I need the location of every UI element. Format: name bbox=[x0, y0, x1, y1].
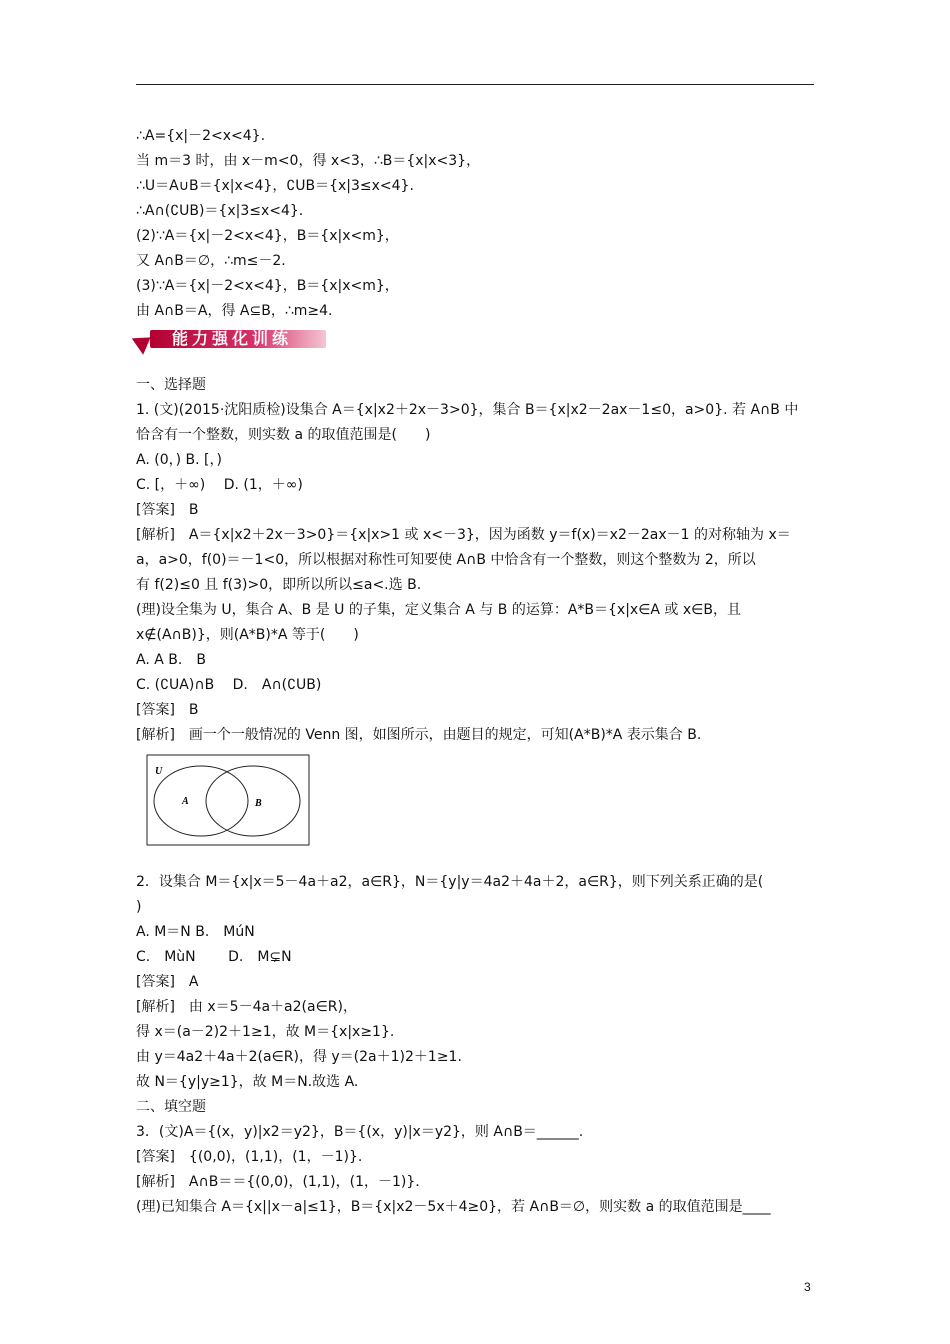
text-line: [解析] A∩B＝＝{(0,0)，(1,1)，(1，－1)}. bbox=[136, 1174, 420, 1190]
text-line: A. A B. B bbox=[136, 652, 206, 668]
text-line: 3．(文)A＝{(x，y)|x2＝y2}，B＝{(x，y)|x＝y2}，则 A∩B＝______. bbox=[136, 1124, 584, 1140]
text-line: 由 A∩B＝A，得 A⊆B，∴m≥4. bbox=[136, 303, 333, 319]
text-line: (理)已知集合 A＝{x||x－a|≤1}，B＝{x|x2－5x＋4≥0}，若 A∩B＝∅，则实数 a 的取值范围是____ bbox=[136, 1199, 771, 1215]
text-line: 由 y＝4a2＋4a＋2(a∈R)，得 y＝(2a＋1)2＋1≥1. bbox=[136, 1049, 462, 1065]
text-line: (3)∵A＝{x|－2<x<4}，B＝{x|x<m}， bbox=[136, 278, 399, 294]
venn-label-a: A bbox=[182, 796, 189, 807]
text-line: [答案] {(0,0)，(1,1)，(1，－1)}. bbox=[136, 1149, 363, 1165]
text-line: ∴U＝A∪B＝{x|x<4}，∁UB＝{x|3≤x<4}. bbox=[136, 178, 414, 194]
text-line: [答案] B bbox=[136, 502, 199, 518]
text-line: 又 A∩B＝∅，∴m≤－2. bbox=[136, 253, 286, 269]
text-line: 2．设集合 M＝{x|x＝5－4a＋a2，a∈R}，N＝{y|y＝4a2＋4a＋2，a∈R}，则下列关系正确的是( bbox=[136, 874, 764, 890]
venn-label-u: U bbox=[155, 766, 163, 777]
venn-set-a bbox=[154, 766, 248, 836]
text-line: A. (0，) B. [，) bbox=[136, 452, 222, 468]
questions-block-2 bbox=[136, 870, 816, 1220]
text-line: C. [，＋∞) D. (1，＋∞) bbox=[136, 477, 303, 493]
text-line: C. (∁UA)∩B D. A∩(∁UB) bbox=[136, 677, 322, 693]
venn-universe-box bbox=[147, 755, 309, 845]
text-line: [答案] B bbox=[136, 702, 199, 718]
header-rule bbox=[136, 84, 814, 85]
text-line: [答案] A bbox=[136, 974, 199, 990]
text-line: [解析] 画一个一般情况的 Venn 图，如图所示，由题目的规定，可知(A*B)*A 表示集合 B. bbox=[136, 727, 702, 743]
text-line: ) bbox=[136, 899, 142, 915]
text-line: 有 f(2)≤0 且 f(3)>0，即所以所以≤a<.选 B. bbox=[136, 577, 422, 593]
solution-block-top bbox=[136, 124, 816, 324]
text-line: [解析] A＝{x|x2＋2x－3>0}＝{x|x>1 或 x<－3}，因为函数 y＝f(x)＝x2－2ax－1 的对称轴为 x＝ bbox=[136, 527, 791, 543]
banner-title: 能力强化训练 bbox=[172, 329, 293, 348]
text-line: ∴A={x|－2<x<4}. bbox=[136, 128, 266, 144]
text-line: 当 m＝3 时，由 x－m<0，得 x<3，∴B＝{x|x<3}， bbox=[136, 153, 481, 169]
venn-label-b: B bbox=[255, 798, 262, 809]
text-line: C. MùN D. M⊊N bbox=[136, 949, 292, 965]
text-line: 二、填空题 bbox=[136, 1099, 206, 1115]
questions-block-1 bbox=[136, 373, 816, 748]
text-line: 故 N＝{y|y≥1}，故 M＝N.故选 A. bbox=[136, 1074, 359, 1090]
section-banner bbox=[136, 326, 336, 353]
text-line: a，a>0，f(0)＝－1<0，所以根据对称性可知要使 A∩B 中恰含有一个整数，则这个整数为 2，所以 bbox=[136, 552, 756, 568]
venn-diagram bbox=[146, 754, 310, 846]
text-line: (2)∵A＝{x|－2<x<4}，B＝{x|x<m}， bbox=[136, 228, 399, 244]
text-line: (理)设全集为 U，集合 A、B 是 U 的子集，定义集合 A 与 B 的运算：A*B＝{x|x∈A 或 x∈B，且 bbox=[136, 602, 741, 618]
text-line: A. M＝N B. MúN bbox=[136, 924, 255, 940]
text-line: 1. (文)(2015·沈阳质检)设集合 A＝{x|x2＋2x－3>0}，集合 B＝{x|x2－2ax－1≤0，a>0}. 若 A∩B 中 bbox=[136, 402, 799, 418]
text-line: 一、选择题 bbox=[136, 377, 206, 393]
page-number: 3 bbox=[804, 1280, 811, 1294]
text-line: [解析] 由 x＝5－4a＋a2(a∈R)， bbox=[136, 999, 357, 1015]
text-line: ∴A∩(∁UB)＝{x|3≤x<4}. bbox=[136, 203, 304, 219]
text-line: 恰含有一个整数，则实数 a 的取值范围是( ) bbox=[136, 427, 431, 443]
text-line: x∉(A∩B)}，则(A*B)*A 等于( ) bbox=[136, 627, 359, 643]
venn-set-b bbox=[206, 766, 300, 836]
text-line: 得 x＝(a－2)2＋1≥1，故 M＝{x|x≥1}. bbox=[136, 1024, 395, 1040]
